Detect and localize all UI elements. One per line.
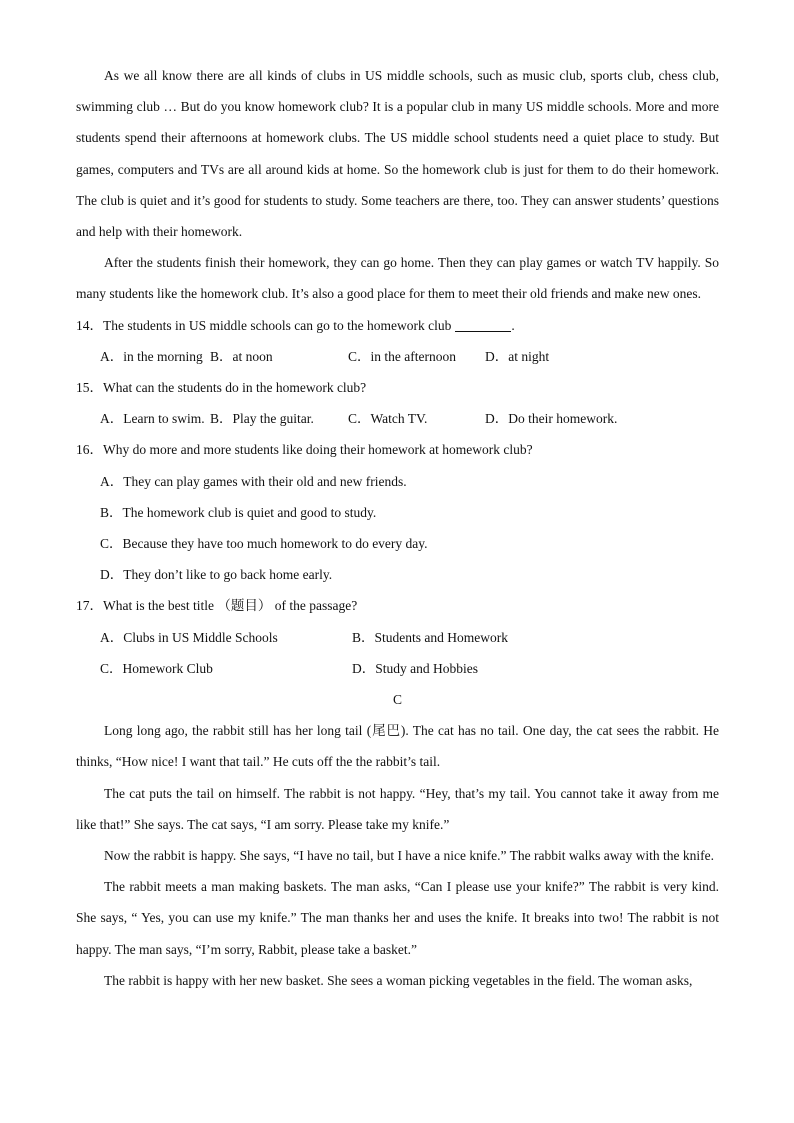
- option-d: D．Do their homework.: [485, 411, 618, 427]
- question-14-stem: 14．The students in US middle schools can go to the homework club: [76, 317, 452, 333]
- passage-c-paragraph-5: The rabbit is happy with her new basket. She sees a woman picking vegetables in the field. The woman asks,: [104, 972, 693, 988]
- option-d: D．at night: [485, 348, 550, 364]
- answer-blank: [455, 317, 511, 332]
- option-c: C．Watch TV.: [348, 411, 428, 427]
- option-a: A．Clubs in US Middle Schools: [100, 629, 278, 645]
- option-b: B．The homework club is quiet and good to study.: [100, 504, 377, 520]
- option-b: B．Students and Homework: [352, 629, 508, 645]
- question-14-end: .: [511, 317, 515, 333]
- option-c: C．in the afternoon: [348, 348, 456, 364]
- page-content: [76, 60, 719, 996]
- question-14: [76, 310, 719, 372]
- question-14-options: [76, 341, 719, 372]
- passage-b-paragraph-1: As we all know there are all kinds of clubs in US middle schools, such as music club, sports club, chess club, swimming club … But do you know homework club? It is a popular club in many US middle schools. More and more students spend their afternoons at homework clubs. The US middle school students need a quiet place to study. But games, computers and TVs are all around kids at home. So the homework club is just for them to do their homework. The club is quiet and it’s good for students to study. Some teachers are there, too. They can answer students’ questions and help with their homework.: [76, 68, 719, 240]
- question-17: [76, 590, 719, 684]
- option-b: B．Play the guitar.: [210, 411, 314, 427]
- passage-c-heading: C: [392, 692, 402, 708]
- passage-c-paragraph-4: The rabbit meets a man making baskets. The man asks, “Can I please use your knife?” The rabbit is very kind. She says, “ Yes, you can use my knife.” The man thanks her and uses the knife. It breaks into two! The rabbit is not happy. The man says, “I’m sorry, Rabbit, please take a basket.”: [76, 879, 719, 957]
- passage-c-paragraph-2: The cat puts the tail on himself. The rabbit is not happy. “Hey, that’s my tail. You cannot take it away from me like that!” She says. The cat says, “I am sorry. Please take my knife.”: [76, 785, 719, 832]
- question-17-options-row-2: [76, 653, 719, 684]
- question-15-stem: 15．What can the students do in the homework club?: [76, 380, 367, 396]
- option-a: A．Learn to swim.: [100, 411, 205, 427]
- question-15: [76, 372, 719, 434]
- passage-c-paragraph-1: Long long ago, the rabbit still has her long tail (尾巴). The cat has no tail. One day, the cat sees the rabbit. He thinks, “How nice! I want that tail.” He cuts off the the rabbit’s tail.: [76, 723, 719, 770]
- question-16-stem: 16．Why do more and more students like doing their homework at homework club?: [76, 442, 533, 458]
- option-d: D．Study and Hobbies: [352, 660, 478, 676]
- passage-c-paragraph-3: Now the rabbit is happy. She says, “I have no tail, but I have a nice knife.” The rabbit walks away with the knife.: [104, 848, 714, 864]
- option-a: A．in the morning: [100, 348, 203, 364]
- passage-b-paragraph-2: After the students finish their homework, they can go home. Then they can play games or watch TV happily. So many students like the homework club. It’s also a good place for them to meet their old friends and make new ones.: [76, 255, 719, 302]
- question-16: [76, 434, 719, 590]
- option-d: D．They don’t like to go back home early.: [100, 567, 333, 583]
- option-a: A．They can play games with their old and new friends.: [100, 473, 407, 489]
- option-c: C．Because they have too much homework to do every day.: [100, 536, 428, 552]
- question-17-stem: 17．What is the best title （题目） of the passage?: [76, 598, 358, 614]
- option-c: C．Homework Club: [100, 660, 213, 676]
- option-b: B．at noon: [210, 348, 273, 364]
- question-15-options: [76, 403, 719, 434]
- question-17-options-row-1: [76, 622, 719, 653]
